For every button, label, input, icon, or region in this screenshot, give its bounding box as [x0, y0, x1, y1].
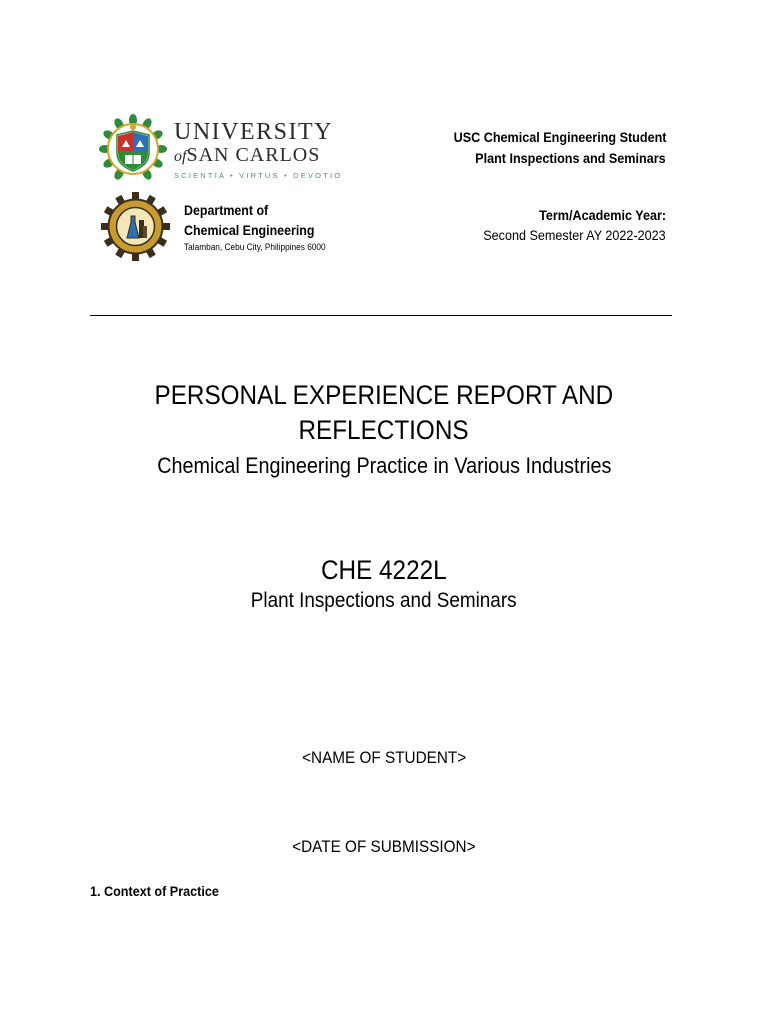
department-address: Talamban, Cebu City, Philippines 6000 [184, 242, 326, 252]
university-wordmark [174, 120, 344, 180]
report-title-line2 [0, 415, 768, 446]
course-title-line2: Plant Inspections and Seminars [475, 150, 666, 166]
chemical-engineering-gear-icon [101, 192, 170, 261]
term-label: Term/Academic Year: [538, 207, 666, 223]
university-motto: SCIENTIA • VIRTUS • DEVOTIO [174, 171, 343, 180]
course-title-line1: USC Chemical Engineering Student [453, 129, 666, 145]
report-subtitle-text: Chemical Engineering Practice in Various Industries [156, 453, 612, 478]
department-block [184, 201, 338, 253]
university-seal-icon [97, 113, 169, 185]
report-title-line1-text: PERSONAL EXPERIENCE REPORT AND [154, 380, 614, 410]
submission-date-text: <DATE OF SUBMISSION> [292, 837, 476, 856]
report-title-line1 [0, 380, 768, 411]
university-name-line2 [174, 145, 344, 167]
term-value: Second Semester AY 2022-2023 [483, 227, 666, 243]
section-heading: 1. Context of Practice [90, 883, 219, 899]
course-code-text: CHE 4222L [321, 555, 447, 585]
department-name-line1: Department of [184, 203, 269, 218]
course-name [0, 589, 768, 613]
submission-date-placeholder [0, 837, 768, 857]
report-subtitle [0, 453, 768, 479]
student-name-text: <NAME OF STUDENT> [301, 748, 467, 767]
department-name-line2: Chemical Engineering [184, 223, 315, 238]
university-name: UNIVERSITY [174, 119, 333, 145]
university-name-of: of [174, 148, 187, 165]
student-name-placeholder [0, 748, 768, 768]
course-code [0, 555, 768, 586]
course-name-text: Plant Inspections and Seminars [251, 589, 517, 612]
university-name-san-carlos: SAN CARLOS [186, 144, 321, 166]
report-title-line2-text: REFLECTIONS [298, 415, 470, 445]
header-divider [90, 315, 672, 316]
